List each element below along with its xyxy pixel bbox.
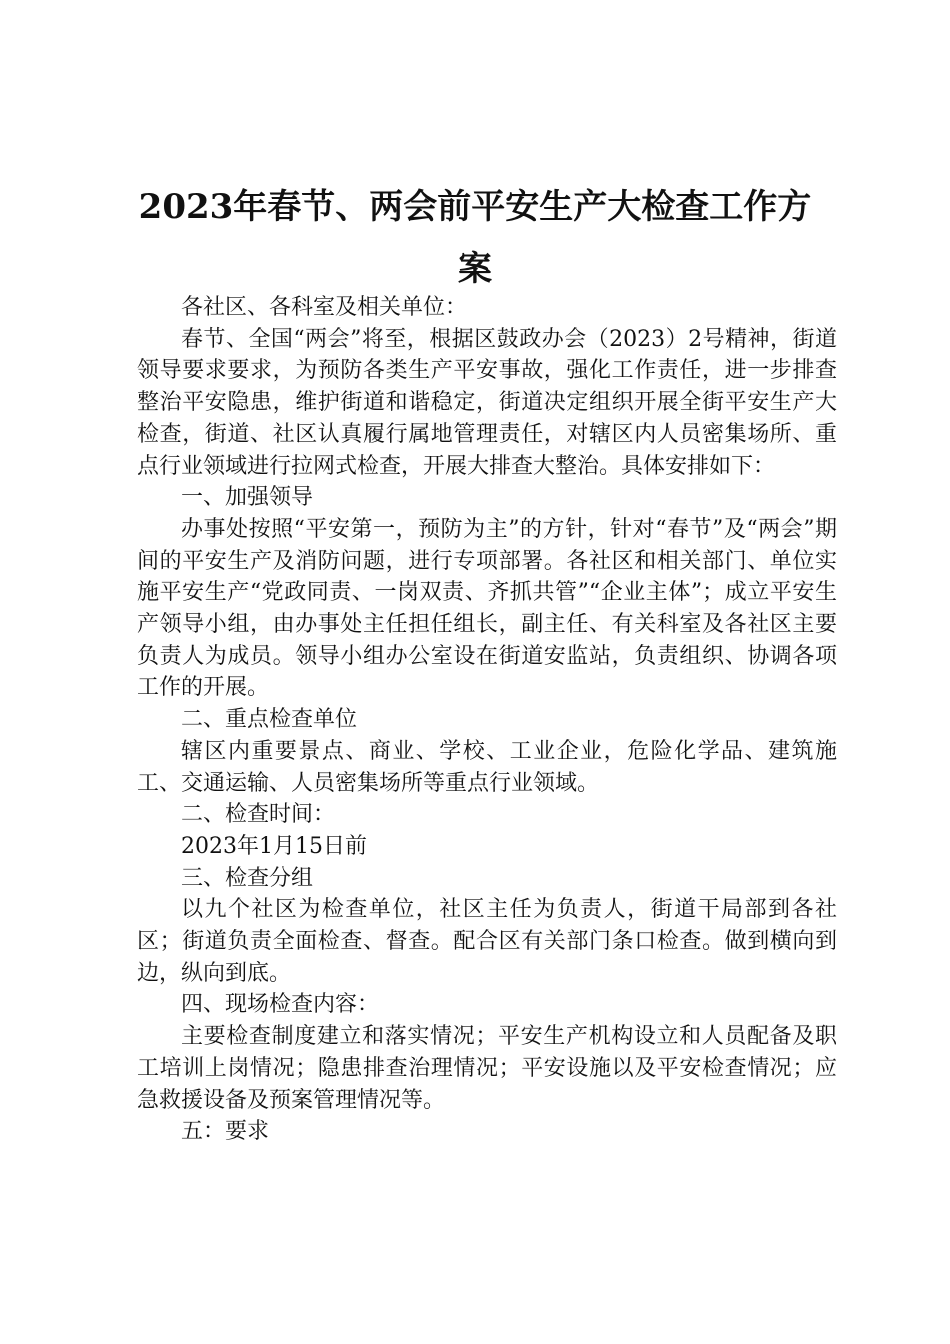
- section-heading-6: 五：要求: [181, 1119, 270, 1145]
- section-heading-3: 二、检查时间：: [181, 802, 336, 828]
- intro-paragraph: 春节、全国“两会”将至，根据区鼓政办会（2023）2号精神，街道领导要求要求，为预防各类生产平安事故，强化工作责任，进一步排查整治平安隐患，维护街道和谐稳定，街道决定组织开展全街平安生产大检查，街道、社区认真履行属地管理责任，对辖区内人员密集场所、重点行业领域进行拉网式检查，开展大排查大整治。具体安排如下：: [137, 326, 837, 479]
- section-4-paragraph: 以九个社区为检查单位，社区主任为负责人，街道干局部到各社区；街道负责全面检查、督查。配合区有关部门条口检查。做到横向到边，纵向到底。: [137, 897, 837, 986]
- document-title: 2023年春节、两会前平安生产大检查工作方案: [138, 187, 812, 289]
- section-heading-1: 一、加强领导: [181, 485, 314, 511]
- section-2-paragraph: 辖区内重要景点、商业、学校、工业企业，危险化学品、建筑施工、交通运输、人员密集场所等重点行业领域。: [137, 738, 837, 796]
- section-heading-4: 三、检查分组: [181, 865, 314, 891]
- section-heading-2: 二、重点检查单位: [181, 707, 358, 733]
- section-3-paragraph: 2023年1月15日前: [181, 833, 367, 859]
- section-1-paragraph: 办事处按照“平安第一，预防为主”的方针，针对“春节”及“两会”期间的平安生产及消防问题，进行专项部署。各社区和相关部门、单位实施平安生产“党政同责、一岗双责、齐抓共管”“企业主体”；成立平安生产领导小组，由办事处主任担任组长，副主任、有关科室及各社区主要负责人为成员。领导小组办公室设在街道安监站，负责组织、协调各项工作的开展。: [137, 516, 837, 701]
- document-body: [137, 292, 837, 1148]
- section-heading-5: 四、现场检查内容：: [181, 992, 380, 1018]
- section-5-paragraph: 主要检查制度建立和落实情况；平安生产机构设立和人员配备及职工培训上岗情况；隐患排查治理情况；平安设施以及平安检查情况；应急救援设备及预案管理情况等。: [137, 1024, 837, 1113]
- salutation: 各社区、各科室及相关单位：: [181, 295, 468, 320]
